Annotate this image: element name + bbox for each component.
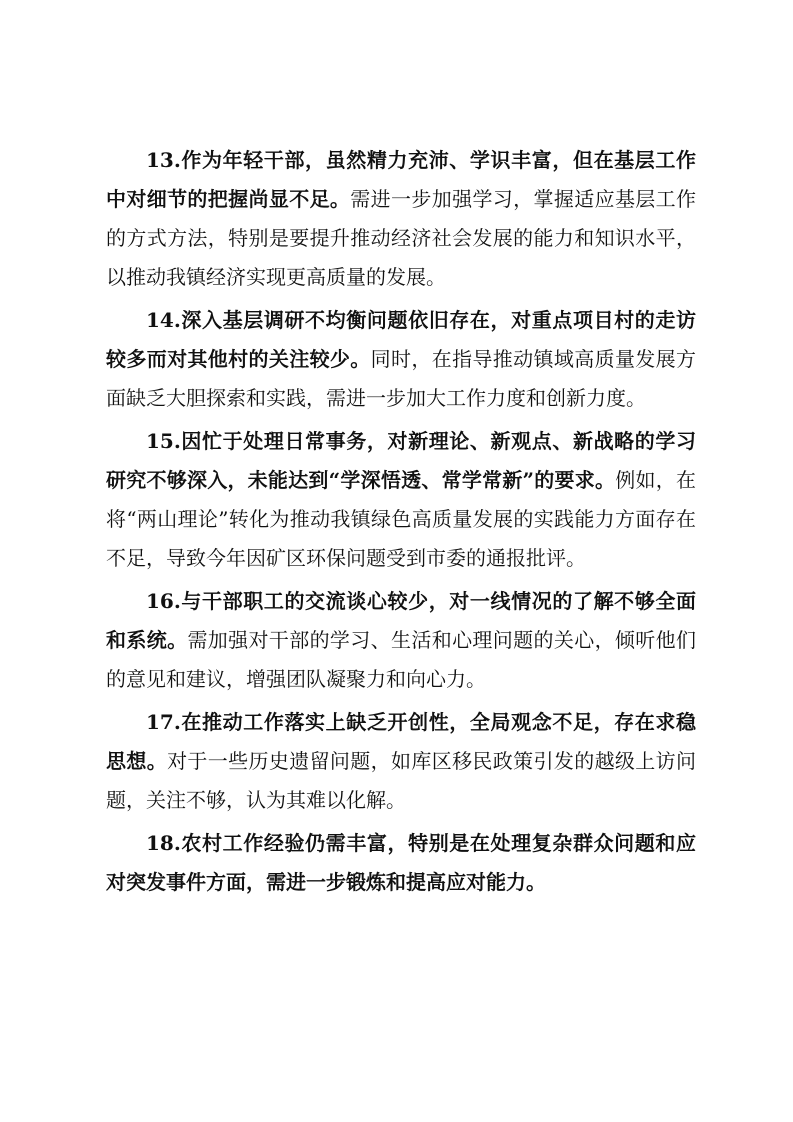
paragraph-text: 例如，在将“两山理论”转化为推动我镇绿色高质量发展的实践能力方面存在不足，导致今年因矿区环保问题受到市委的通报批评。	[106, 468, 697, 570]
paragraph-text: 对于一些历史遗留问题，如库区移民政策引发的越级上访问题，关注不够，认为其难以化解。	[106, 749, 697, 812]
document-body	[106, 141, 696, 906]
paragraph-lead: 17.在推动工作落实上缺乏开创性，全局观念不足，存在求稳思想。	[106, 710, 696, 773]
paragraph-14	[106, 301, 696, 418]
paragraph-text: 需加强对干部的学习、生活和心理问题的关心，倾听他们的意见和建议，增强团队凝聚力和向心力。	[106, 628, 697, 691]
paragraph-text: 需进一步加强学习，掌握适应基层工作的方式方法，特别是要提升推动经济社会发展的能力和知识水平，以推动我镇经济实现更高质量的发展。	[106, 187, 697, 289]
paragraph-16	[106, 582, 696, 699]
paragraph-13	[106, 141, 696, 297]
paragraph-lead: 14.深入基层调研不均衡问题依旧存在，对重点项目村的走访较多而对其他村的关注较少。	[106, 308, 696, 371]
paragraph-17	[106, 703, 696, 820]
paragraph-18	[106, 824, 696, 902]
paragraph-text: 同时，在指导推动镇域高质量发展方面缺乏大胆探索和实践，需进一步加大工作力度和创新力度。	[106, 347, 697, 410]
paragraph-15	[106, 422, 696, 578]
paragraph-lead: 15.因忙于处理日常事务，对新理论、新观点、新战略的学习研究不够深入，未能达到“学深悟透、常学常新”的要求。	[106, 429, 696, 492]
paragraph-lead: 16.与干部职工的交流谈心较少，对一线情况的了解不够全面和系统。	[106, 589, 696, 652]
paragraph-lead: 18.农村工作经验仍需丰富，特别是在处理复杂群众问题和应对突发事件方面，需进一步锻炼和提高应对能力。	[106, 831, 696, 894]
paragraph-lead: 13.作为年轻干部，虽然精力充沛、学识丰富，但在基层工作中对细节的把握尚显不足。	[106, 148, 696, 211]
